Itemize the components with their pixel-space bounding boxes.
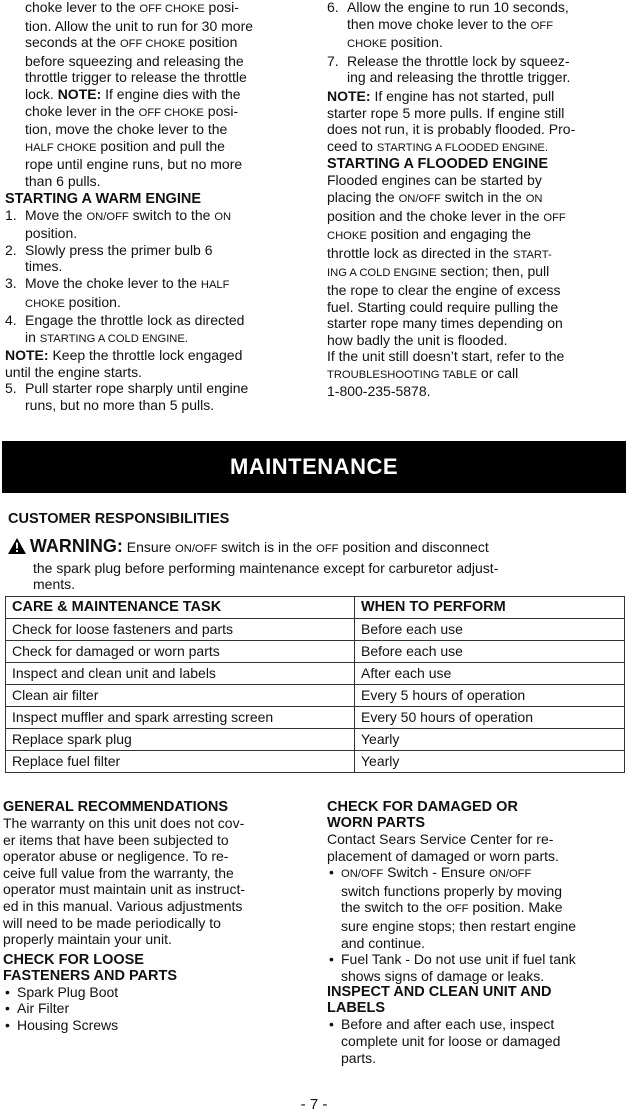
table-cell: Every 5 hours of operation	[355, 685, 625, 707]
table-row	[6, 707, 625, 729]
check-damaged-heading: CHECK FOR DAMAGED OR	[327, 799, 518, 815]
table-cell: Yearly	[355, 729, 625, 751]
warm-step-3: 3. Move the choke lever to the HALF CHOKE position.	[5, 274, 230, 310]
table-cell: Yearly	[355, 751, 625, 773]
cold-step-7: 7. Release the throttle lock by squeez- ing and releasing the throttle trigger.	[327, 52, 571, 86]
table-cell: Before each use	[355, 619, 625, 641]
list-item: • ON/OFF Switch - Ensure ON/OFF switch functions properly by moving the switch to the OFF position. Make sure engine stops; then restart engine and continue.	[329, 864, 577, 951]
list-item: • Housing Screws	[5, 1016, 119, 1033]
warning-triangle-icon	[8, 538, 26, 554]
inspect-clean-heading: INSPECT AND CLEAN UNIT AND	[327, 984, 552, 1001]
bottom-right-column: CHECK FOR DAMAGED OR WORN PARTS Contact Sears Service Center for re- placement of damaged or worn parts. • ON/OFF Switch - Ensure ON/OFF switch functions properly by moving the switch to the OFF position. Make sure engine stops; then restart engine and continue. • Fuel Tank - Do not use unit if fuel tank shows signs of damage or leaks. INSPECT AND CLEAN UNIT AND LABELS • Before and after each use, inspect complete unit for loose or damaged parts.	[327, 799, 627, 1066]
warning-block: WARNING: Ensure ON/OFF switch is in the OFF position and disconnect the spark plug before performing maintenance except for carburetor adjust- ments.	[8, 538, 618, 593]
table-cell: Every 50 hours of operation	[355, 707, 625, 729]
table-cell: Clean air filter	[6, 685, 355, 707]
table-row	[6, 751, 625, 773]
warm-note: NOTE: Keep the throttle lock engaged	[5, 347, 243, 364]
cold-note: NOTE: If engine has not started, pull starter rope 5 more pulls. If engine still does not run, it is probably flooded. Pro- ceed to STARTING A FLOODED ENGINE.	[327, 87, 576, 154]
customer-responsibilities-heading: CUSTOMER RESPONSIBILITIES	[8, 511, 230, 527]
warm-step-4: 4. Engage the throttle lock as directed in STARTING A COLD ENGINE.	[5, 312, 245, 345]
maintenance-banner: MAINTENANCE	[2, 441, 626, 493]
bottom-left-column: GENERAL RECOMMENDATIONS The warranty on this unit does not cov- er items that have been subjected to operator abuse or negligence. To re- ceive full value from the warranty, the operator must maintain unit as instruct- ed in this manual. Various adjustments will need to be made periodically to properly maintain your unit. CHECK FOR LOOSE FASTENERS AND PARTS • Spark Plug Boot • Air Filter • Housing Screws	[3, 799, 313, 1034]
table-cell: Inspect and clean unit and labels	[6, 663, 355, 685]
cold-step-6: 6. Allow the engine to run 10 seconds, then move choke lever to the OFF CHOKE position.	[327, 0, 569, 51]
table-row	[6, 641, 625, 663]
table-row	[6, 663, 625, 685]
warm-step-1: 1. Move the ON/OFF switch to the ON position.	[5, 206, 232, 242]
list-item: • Fuel Tank - Do not use unit if fuel tank shows signs of damage or leaks.	[329, 951, 576, 984]
warm-engine-heading: STARTING A WARM ENGINE	[5, 190, 202, 207]
warning-label: WARNING:	[29, 536, 123, 556]
table-cell: Check for loose fasteners and parts	[6, 619, 355, 641]
general-recommendations-heading: GENERAL RECOMMENDATIONS	[3, 799, 229, 815]
table-cell: After each use	[355, 663, 625, 685]
top-left-column: choke lever to the OFF CHOKE posi- tion. Allow the unit to run for 30 more seconds at the OFF CHOKE position before squeezing and releasing the throttle trigger to release the throttle lock. NOTE: If engine dies with the choke lever in the OFF CHOKE posi- tion, move the choke lever to the HALF CHOKE position and pull the rope until engine runs, but no more than 6 pulls. STARTING A WARM ENGINE 1. Move the ON/OFF switch to the ON position. 2. Slowly press the primer bulb 6 times. 3. Move the choke lever to the HALF CHOKE position. 4. Engage the throttle lock as directed in STARTING A COLD ENGINE. NOTE: Keep the throttle lock engaged until the engine starts. 5. Pull starter rope sharply until engine runs, but no more than 5 pulls.	[5, 0, 305, 414]
list-item: • Spark Plug Boot	[5, 983, 119, 1000]
table-cell: Inspect muffler and spark arresting screen	[6, 707, 355, 729]
page-number: - 7 -	[300, 1096, 328, 1113]
flooded-engine-heading: STARTING A FLOODED ENGINE	[327, 156, 548, 173]
top-right-column	[327, 0, 627, 400]
table-header-row	[6, 597, 625, 619]
maintenance-table	[5, 596, 625, 773]
table-cell: Before each use	[355, 641, 625, 663]
table-row	[6, 729, 625, 751]
warm-step-5: 5. Pull starter rope sharply until engine runs, but no more than 5 pulls.	[5, 380, 249, 414]
list-item: • Air Filter	[5, 1000, 70, 1017]
continued-step-text: choke lever to the OFF CHOKE posi- tion. Allow the unit to run for 30 more seconds at the OFF CHOKE position before squeezing and releasing the throttle trigger to release the throttle lock. NOTE: If engine dies with the choke lever in the OFF CHOKE posi- tion, move the choke lever to the HALF CHOKE position and pull the rope until engine runs, but no more than 6 pulls.	[25, 0, 254, 189]
column-header: CARE & MAINTENANCE TASK	[6, 597, 355, 619]
table-cell: Replace fuel filter	[6, 751, 355, 773]
warm-step-2: 2. Slowly press the primer bulb 6 times.	[5, 241, 213, 275]
flooded-engine-text: Flooded engines can be started by placing the ON/OFF switch in the ON position and the choke lever in the OFF CHOKE position and engaging the throttle lock as directed in the START- ING A COLD ENGINE section; then, pull the rope to clear the engine of excess fuel. Starting could require pulling the starter rope many times depending on how badly the unit is flooded. If the unit still doesn’t start, refer to the TROUBLESHOOTING TABLE or call 1-800-235-5878.	[327, 172, 566, 400]
table-row	[6, 685, 625, 707]
list-item: • Before and after each use, inspect complete unit for loose or damaged parts.	[329, 1016, 561, 1066]
column-header: WHEN TO PERFORM	[355, 597, 625, 619]
table-cell: Replace spark plug	[6, 729, 355, 751]
check-loose-heading: CHECK FOR LOOSE	[3, 951, 144, 968]
table-row	[6, 619, 625, 641]
table-cell: Check for damaged or worn parts	[6, 641, 355, 663]
general-recommendations-text: The warranty on this unit does not cov- er items that have been subjected to operator abuse or negligence. To re- ceive full value from the warranty, the operator must maintain unit as instruct- ed in this manual. Various adjustments will need to be made periodically to properly maintain your unit.	[3, 815, 245, 948]
